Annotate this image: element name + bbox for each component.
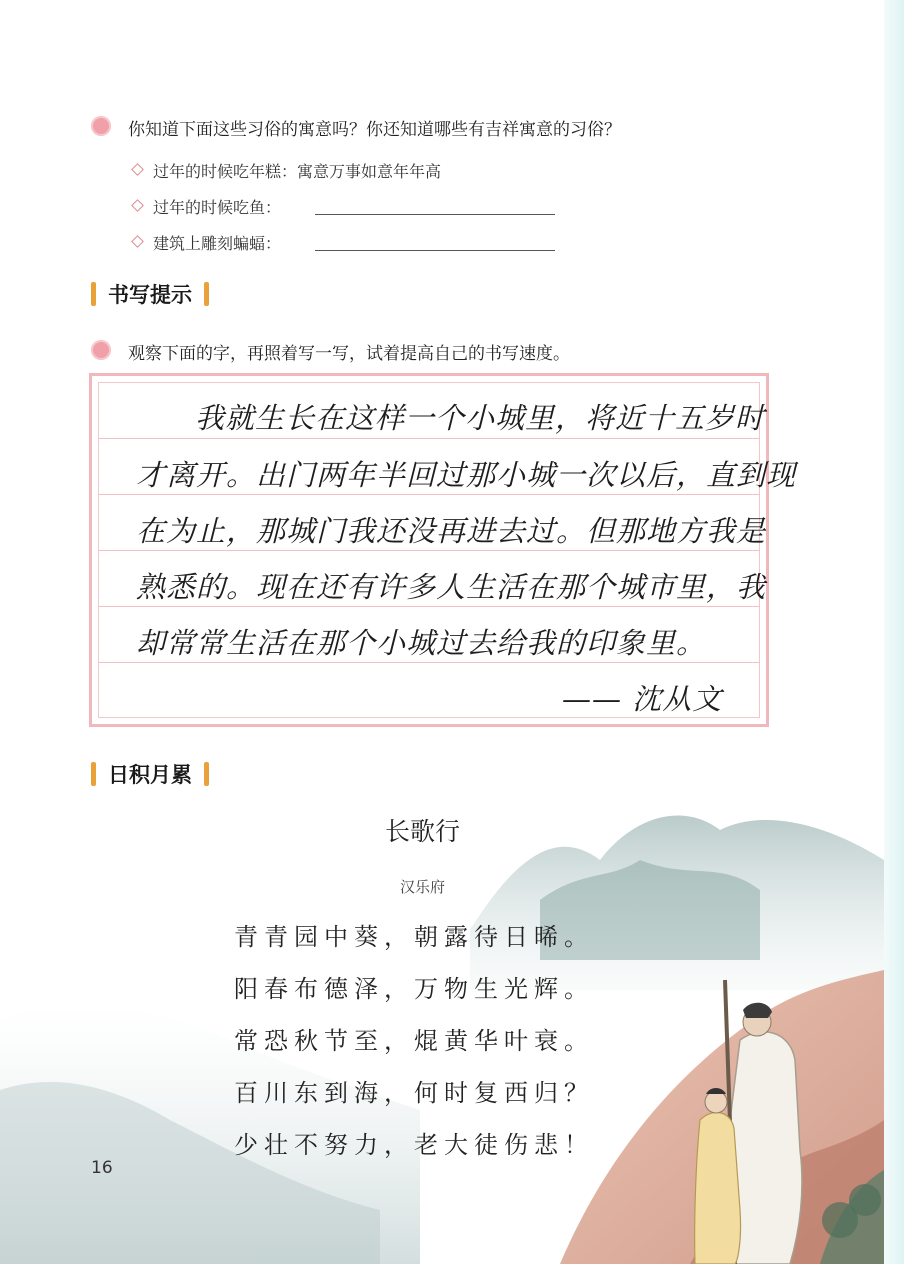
question-prompt: 你知道下面这些习俗的寓意吗？你还知道哪些有吉祥寓意的习俗？ <box>128 120 621 140</box>
section-title: 书写提示 <box>108 283 192 307</box>
handwriting-line-3: 在为止，那城门我还没再进去过。但那地方我是 <box>136 514 767 548</box>
question-prompt: 观察下面的字，再照着写一写，试着提高自己的书写速度。 <box>128 344 570 364</box>
diamond-bullet-icon <box>131 163 144 176</box>
page-number: 16 <box>91 1158 113 1178</box>
handwriting-line-5: 却常常生活在那个小城过去给我的印象里。 <box>136 626 707 660</box>
poem-author: 汉乐府 <box>400 878 446 896</box>
copybook-rule <box>99 550 759 551</box>
section-heading-writing <box>91 280 209 308</box>
heading-bar-right <box>204 762 209 786</box>
handwriting-line-4: 熟悉的。现在还有许多人生活在那个城市里，我 <box>136 570 767 604</box>
heading-bar-left <box>91 762 96 786</box>
copybook-frame <box>89 373 797 727</box>
question-bullet-icon <box>91 340 111 360</box>
question-bullet-icon <box>91 116 111 136</box>
poem-line-2: 阳春布德泽，万物生光辉。 <box>234 975 594 1003</box>
custom-item-1: 过年的时候吃年糕：寓意万事如意年年高 <box>153 162 442 181</box>
poem-line-4: 百川东到海，何时复西归？ <box>234 1079 594 1107</box>
section-heading-accumulate <box>91 760 209 788</box>
copybook-rule <box>99 662 759 663</box>
handwriting-line-1: 我就生长在这样一个小城里，将近十五岁时 <box>195 401 766 435</box>
poem-line-3: 常恐秋节至，焜黄华叶衰。 <box>234 1027 594 1055</box>
custom-item-3: 建筑上雕刻蝙蝠： <box>153 234 282 253</box>
heading-bar-left <box>91 282 96 306</box>
copybook-rule <box>99 494 759 495</box>
poem-title: 长歌行 <box>385 817 461 846</box>
copybook-rule <box>99 438 759 439</box>
heading-bar-right <box>204 282 209 306</box>
diamond-bullet-icon <box>131 199 144 212</box>
page-edge-strip <box>884 0 904 1264</box>
handwriting-attribution: —— 沈从文 <box>562 682 723 716</box>
answer-blank-fish[interactable] <box>315 214 555 215</box>
diamond-bullet-icon <box>131 235 144 248</box>
poem-line-5: 少壮不努力，老大徒伤悲！ <box>234 1131 594 1159</box>
copybook-rule <box>99 606 759 607</box>
poem-line-1: 青青园中葵，朝露待日晞。 <box>234 923 594 951</box>
custom-item-2: 过年的时候吃鱼： <box>153 198 282 217</box>
handwriting-line-2: 才离开。出门两年半回过那小城一次以后，直到现 <box>136 458 797 492</box>
section-title: 日积月累 <box>108 763 192 787</box>
answer-blank-bat[interactable] <box>315 250 555 251</box>
